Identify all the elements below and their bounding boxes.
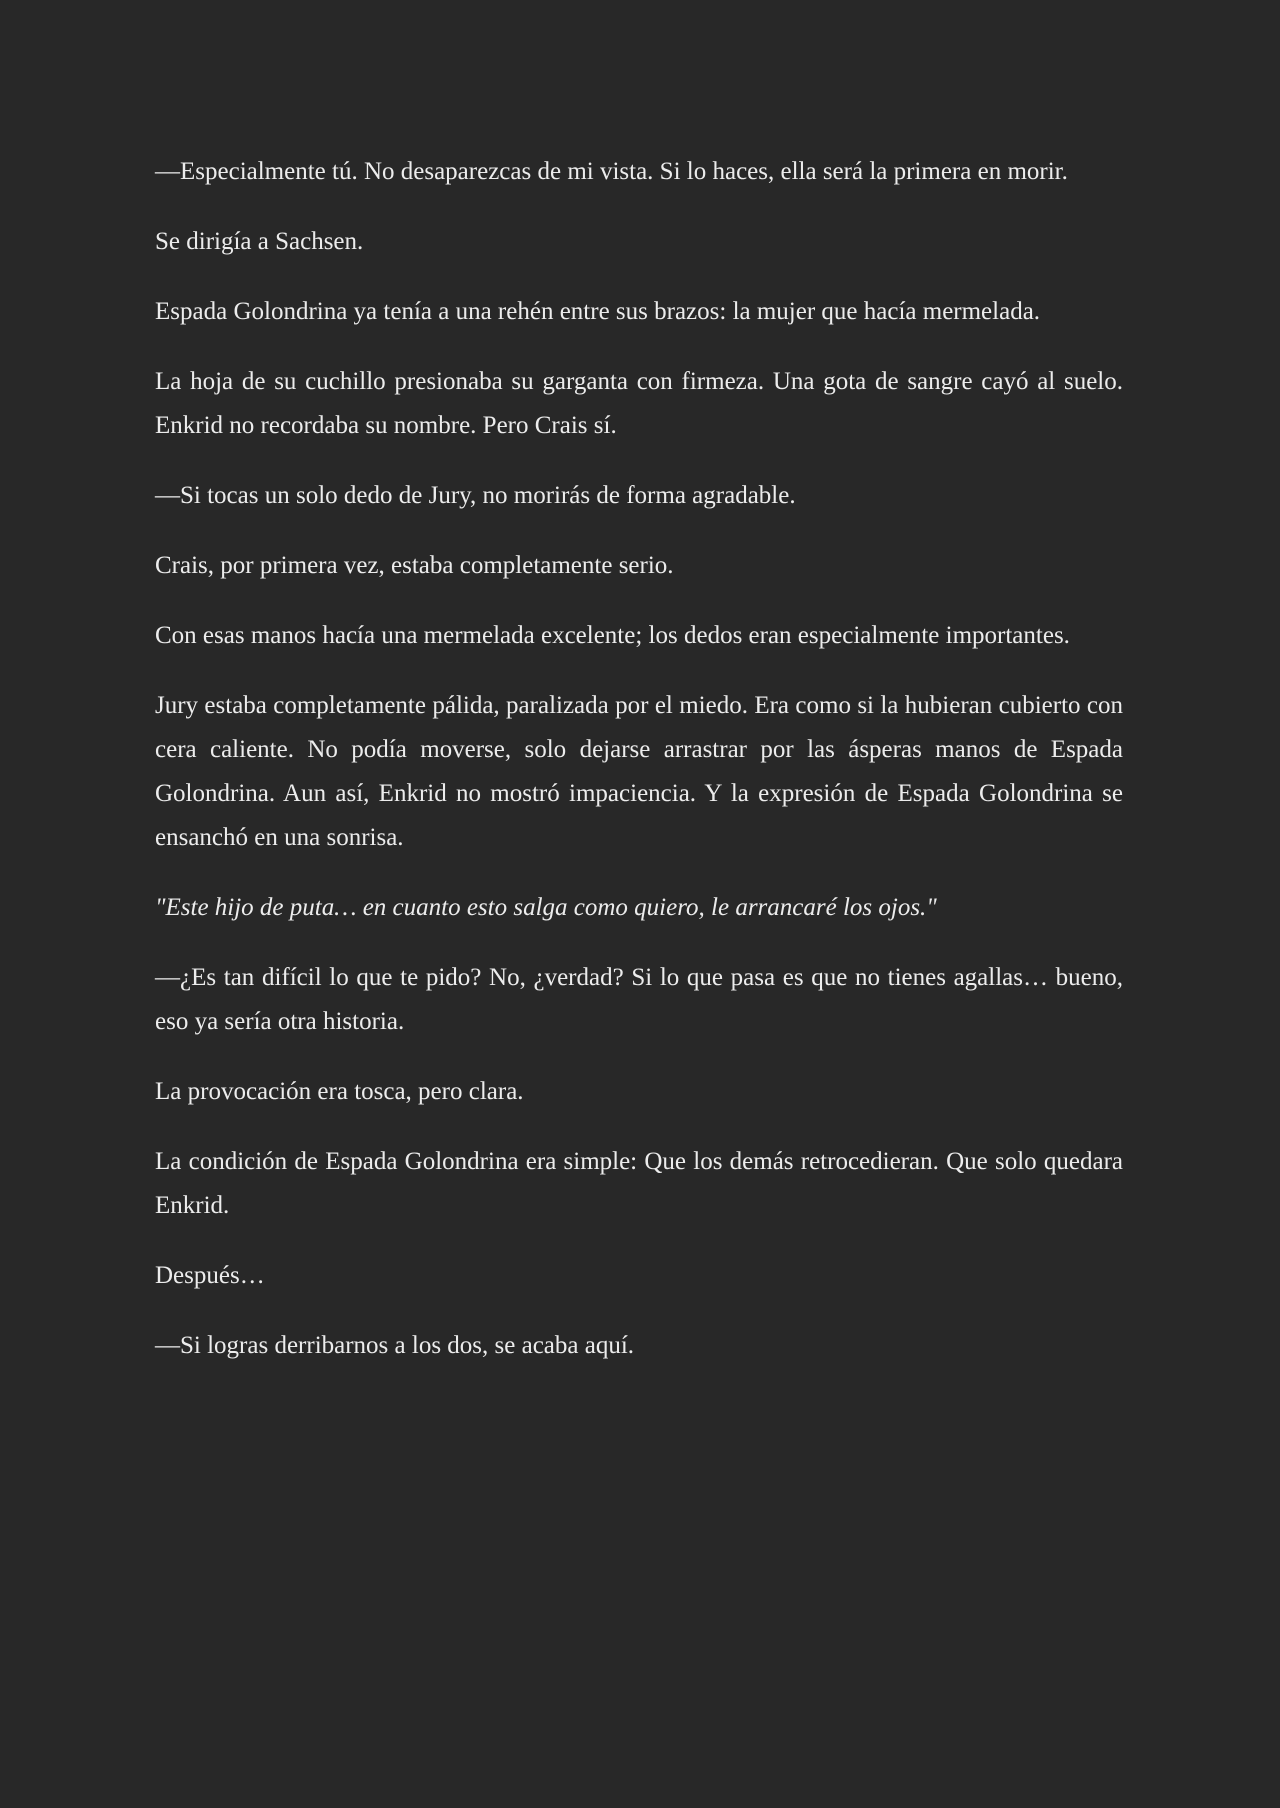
paragraph: —Especialmente tú. No desaparezcas de mi vista. Si lo haces, ella será la primera en morir. xyxy=(155,158,1068,185)
paragraph: —¿Es tan difícil lo que te pido? No, ¿verdad? Si lo que pasa es que no tienes agallas… bueno, eso ya sería otra historia. xyxy=(155,964,1123,1035)
paragraph: Se dirigía a Sachsen. xyxy=(155,228,364,255)
paragraph: La hoja de su cuchillo presionaba su garganta con firmeza. Una gota de sangre cayó al suelo. Enkrid no recordaba su nombre. Pero Crais sí. xyxy=(155,368,1123,439)
paragraph: —Si tocas un solo dedo de Jury, no morirás de forma agradable. xyxy=(155,482,796,509)
paragraph: La provocación era tosca, pero clara. xyxy=(155,1078,524,1105)
italic-thought-paragraph: "Este hijo de puta… en cuanto esto salga como quiero, le arrancaré los ojos." xyxy=(155,894,937,921)
paragraph: La condición de Espada Golondrina era simple: Que los demás retrocedieran. Que solo quedara Enkrid. xyxy=(155,1148,1123,1219)
paragraph: Con esas manos hacía una mermelada excelente; los dedos eran especialmente importantes. xyxy=(155,622,1070,649)
paragraph: —Si logras derribarnos a los dos, se acaba aquí. xyxy=(155,1332,635,1359)
paragraph: Después… xyxy=(155,1262,265,1289)
paragraph: Crais, por primera vez, estaba completamente serio. xyxy=(155,552,674,579)
paragraph: Jury estaba completamente pálida, paralizada por el miedo. Era como si la hubieran cubierto con cera caliente. No podía moverse, solo dejarse arrastrar por las ásperas manos de Espada Golondrina. Aun así, Enkrid no mostró impaciencia. Y la expresión de Espada Golondrina se ensanchó en una sonrisa. xyxy=(155,692,1123,851)
document-page xyxy=(155,150,1123,1394)
paragraph: Espada Golondrina ya tenía a una rehén entre sus brazos: la mujer que hacía mermelada. xyxy=(155,298,1041,325)
